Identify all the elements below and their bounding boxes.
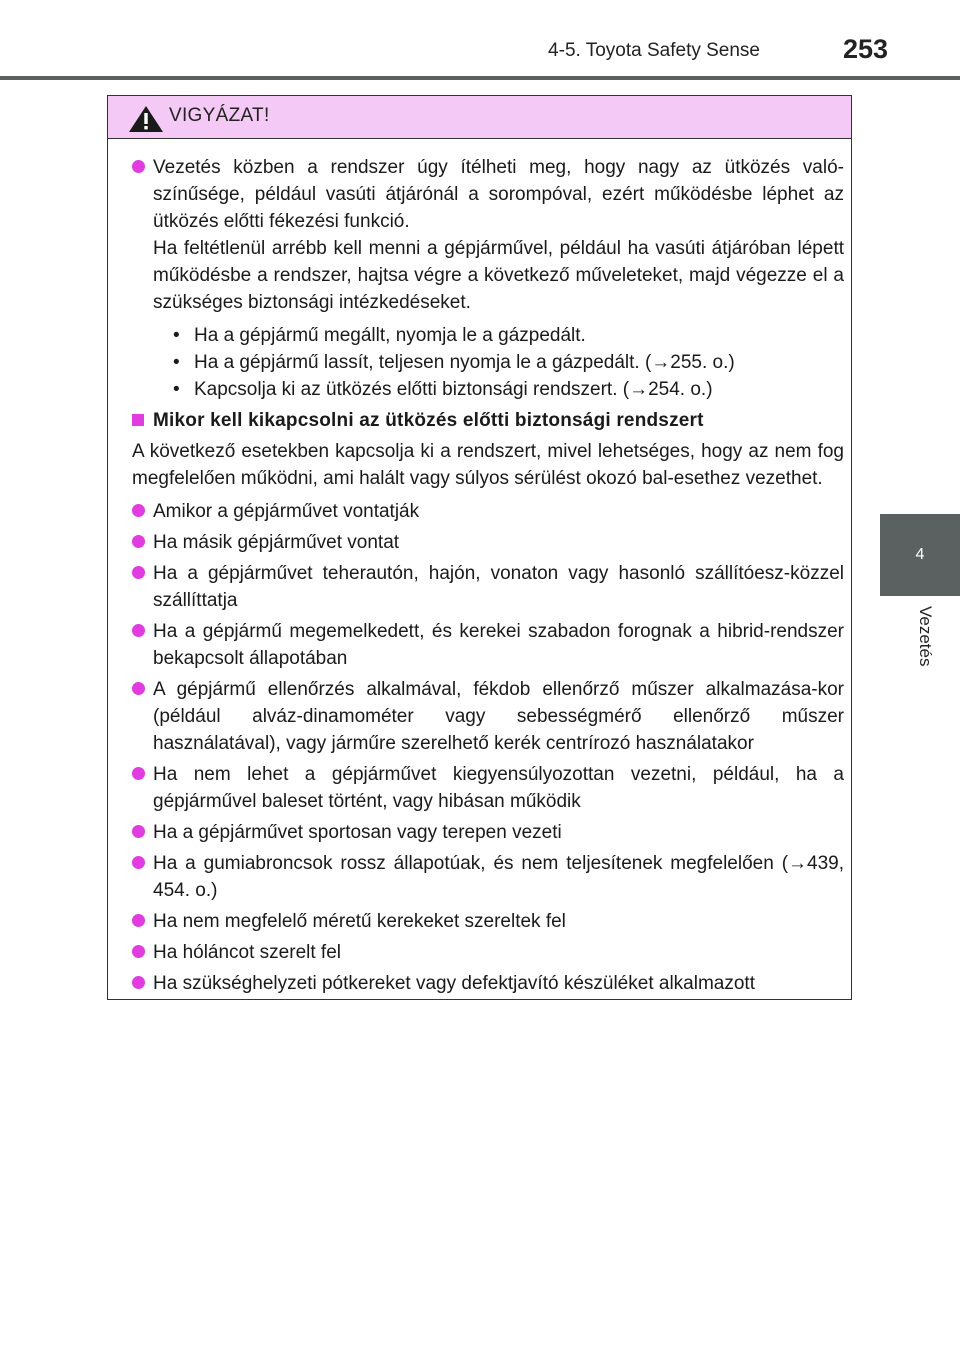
- warning-header: [108, 96, 851, 139]
- warning-box: [107, 95, 852, 1000]
- warning-title: VIGYÁZAT!: [169, 105, 270, 126]
- bullet-circle-icon: [132, 914, 145, 927]
- bullet-square-icon: [132, 414, 144, 426]
- condition-list: [132, 498, 844, 997]
- header-rule: [0, 76, 960, 80]
- condition-item: [132, 529, 844, 556]
- bullet-circle-icon: [132, 825, 145, 838]
- condition-item: [132, 819, 844, 846]
- bullet-circle-icon: [132, 945, 145, 958]
- condition-text: Ha a gépjárművet teherautón, hajón, vonaton vagy hasonló szállítóesz-közzel szállíttatja: [153, 563, 844, 611]
- bullet-circle-icon: [132, 856, 145, 869]
- bullet-circle-icon: [132, 566, 145, 579]
- action-list-item: • Kapcsolja ki az ütközés előtti biztonsági rendszert. (→254. o.): [153, 376, 844, 403]
- bullet-circle-icon: [132, 976, 145, 989]
- bullet-circle-icon: [132, 504, 145, 517]
- warning-item: [132, 154, 844, 403]
- bullet-circle-icon: [132, 767, 145, 780]
- chapter-tab[interactable]: [880, 514, 960, 596]
- condition-text: Amikor a gépjárművet vontatják: [153, 501, 420, 522]
- condition-text: Ha a gépjármű megemelkedett, és kerekei szabadon forognak a hibrid-rendszer bekapcsolt állapotában: [153, 621, 844, 669]
- bullet-circle-icon: [132, 535, 145, 548]
- condition-item: [132, 939, 844, 966]
- subsection: [132, 407, 844, 434]
- condition-item: [132, 761, 844, 815]
- action-list: [153, 322, 844, 403]
- bullet-circle-icon: [132, 682, 145, 695]
- bullet-circle-icon: [132, 624, 145, 637]
- condition-text: Ha a gépjárművet sportosan vagy terepen vezeti: [153, 822, 562, 843]
- condition-item: [132, 850, 844, 904]
- subsection-title: Mikor kell kikapcsolni az ütközés előtti biztonsági rendszert: [153, 410, 704, 431]
- page-number: 253: [842, 34, 888, 64]
- chapter-tab-label: Vezetés: [916, 606, 935, 667]
- condition-item: [132, 560, 844, 614]
- warning-content: [132, 154, 844, 1001]
- condition-item: [132, 676, 844, 757]
- bullet-circle-icon: [132, 160, 145, 173]
- chapter-tab-number: 4: [915, 546, 925, 563]
- warning-item-text-2: Ha feltétlenül arrébb kell menni a gépjárművel, például ha vasúti átjáróban lépett működésbe a rendszer, hajtsa végre a következő műveleteket, majd végezze el a szükséges biztonsági intézkedéseket.: [153, 238, 844, 313]
- condition-text: Ha nem lehet a gépjárművet kiegyensúlyozottan vezetni, például, ha a gépjárművel baleset történt, vagy hibásan működik: [153, 764, 844, 812]
- condition-item: [132, 498, 844, 525]
- condition-item: [132, 618, 844, 672]
- condition-text: Ha a gumiabroncsok rossz állapotúak, és nem teljesítenek megfelelően (→439, 454. o.): [153, 853, 844, 901]
- condition-item: [132, 970, 844, 997]
- condition-text: A gépjármű ellenőrzés alkalmával, fékdob ellenőrző műszer alkalmazása-kor (például alváz-dinamométer vagy sebességmérő ellenőrző műszer használatával), vagy járműre szerelhető kerék centrírozó használatakor: [153, 679, 844, 754]
- action-list-item: • Ha a gépjármű megállt, nyomja le a gázpedált.: [153, 322, 844, 349]
- condition-text: Ha nem megfelelő méretű kerekeket szereltek fel: [153, 911, 566, 932]
- warning-triangle-icon: [128, 105, 164, 133]
- subsection-intro: A következő esetekben kapcsolja ki a rendszert, mivel lehetséges, hogy az nem fog megfelelően működni, ami halált vagy súlyos sérülést okozó bal-esethez vezethet.: [132, 441, 844, 489]
- condition-item: [132, 908, 844, 935]
- action-list-item: • Ha a gépjármű lassít, teljesen nyomja le a gázpedált. (→255. o.): [153, 349, 844, 376]
- warning-item-text: Vezetés közben a rendszer úgy ítélheti meg, hogy nagy az ütközés való-színűsége, például vasúti átjárónál a sorompóval, ezért működésbe léphet az ütközés előtti fékezési funkció.: [153, 157, 844, 232]
- condition-text: Ha másik gépjárművet vontat: [153, 532, 400, 553]
- header-section-title: 4-5. Toyota Safety Sense: [548, 40, 760, 61]
- condition-text: Ha szükséghelyzeti pótkereket vagy defektjavító készüléket alkalmazott: [153, 973, 755, 994]
- condition-text: Ha hóláncot szerelt fel: [153, 942, 341, 963]
